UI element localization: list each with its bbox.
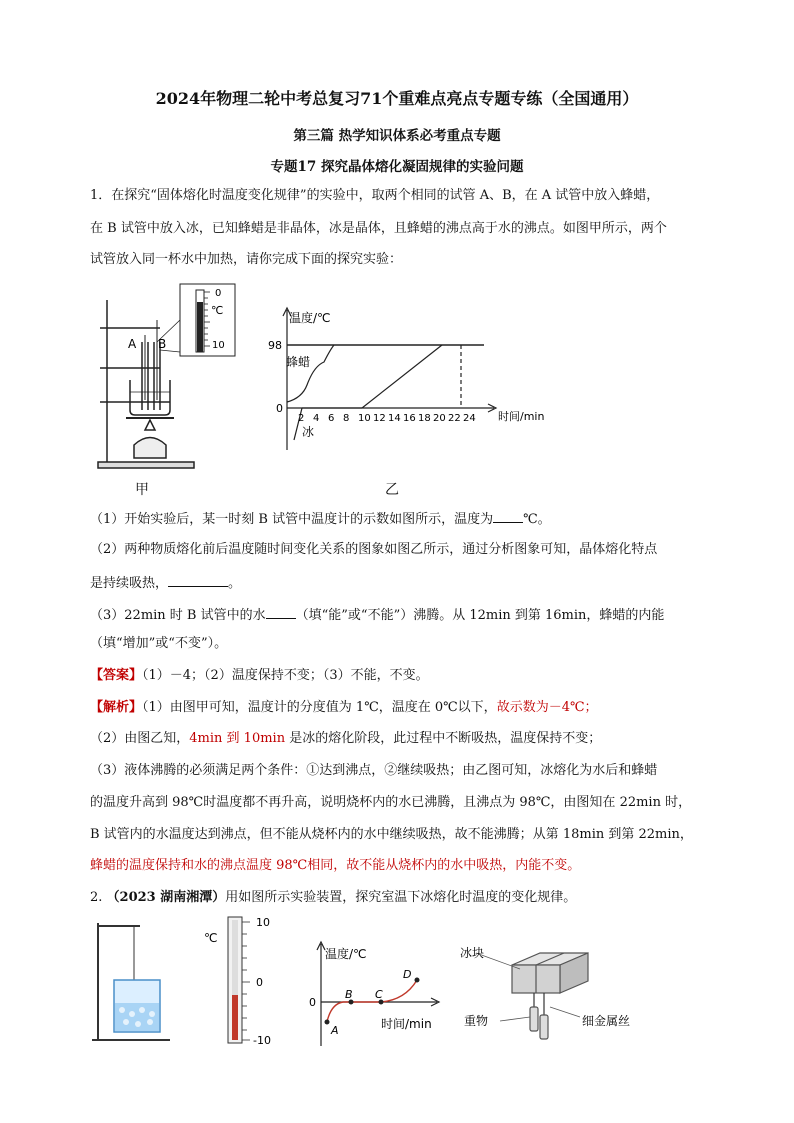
weight-label: 重物 <box>464 1014 489 1028</box>
point-a: A <box>331 1024 339 1037</box>
q2-graph-origin: 0 <box>309 996 316 1009</box>
analysis-line-2 <box>90 729 710 749</box>
q2-therm-unit: ℃ <box>204 931 218 945</box>
analysis-2-a: （2）由图乙知， <box>90 731 190 746</box>
graph-origin: 0 <box>276 402 283 415</box>
graph-ice-label: 冰 <box>302 425 315 439</box>
q2-apparatus <box>90 918 180 1048</box>
q1-sub1-unit: ℃。 <box>523 512 551 527</box>
answer-text: （1）－4；（2）温度保持不变；（3）不能，不变。 <box>142 668 429 683</box>
x-tick-label: 16 <box>403 413 416 424</box>
graph-xlabel: 时间/min <box>498 410 545 423</box>
q2-graph-xlabel: 时间/min <box>381 1017 432 1031</box>
point-b: B <box>345 988 353 1001</box>
q2-source: （2023 湖南湘潭） <box>106 890 226 905</box>
analysis-1-red: 故示数为－4℃； <box>496 700 598 715</box>
q1-stem-line-1: 1．在探究“固体熔化时温度变化规律”的实验中，取两个相同的试管 A、B，在 A 试管中放入蜂蜡， <box>90 188 660 203</box>
analysis-line-1 <box>90 698 710 718</box>
q1-sub2-end: 。 <box>228 576 242 591</box>
q1-sub1 <box>90 508 710 530</box>
analysis-2-b: 是冰的熔化阶段，此过程中不断吸热，温度保持不变； <box>285 731 602 746</box>
q2-ice-block <box>460 945 690 1045</box>
analysis-line-5: B 试管内的水温度达到沸点，但不能从烧杯内的水中继续吸热，故不能沸腾；从第 18min 到第 22min， <box>90 827 693 842</box>
q1-sub2-line-2 <box>90 572 710 594</box>
analysis-2-red: 4min 到 10min <box>189 731 286 746</box>
x-tick-label: 12 <box>373 413 386 424</box>
x-tick-label: 4 <box>313 413 320 424</box>
q1-sub3-text: （3）22min 时 B 试管中的水 <box>90 608 266 623</box>
caption-yi: 乙 <box>385 482 399 498</box>
answer-line <box>90 666 710 686</box>
graph-ylabel: 温度/℃ <box>289 311 331 325</box>
section-title: 第三篇 热学知识体系必考重点专题 <box>293 128 501 144</box>
x-tick-label: 6 <box>328 413 335 424</box>
q1-sub3-line-1 <box>90 604 710 626</box>
q2-therm-bottom: -10 <box>253 1034 271 1047</box>
point-d: D <box>403 968 412 981</box>
q1-sub2-line-1: （2）两种物质熔化前后温度随时间变化关系的图象如图乙所示，通过分析图象可知，晶体熔化特点 <box>90 542 658 557</box>
q2-therm-mid: 0 <box>256 976 263 989</box>
analysis-line-6: 蜂蜡的温度保持和水的沸点温度 98℃相同，故不能从烧杯内的水中吸热，内能不变。 <box>90 858 581 873</box>
ice-label: 冰块 <box>460 946 485 960</box>
point-c: C <box>375 988 383 1001</box>
therm-unit-label: ℃ <box>211 304 224 317</box>
therm-bottom-label: 10 <box>212 340 225 351</box>
analysis-line-4: 的温度升高到 98℃时温度都不再升高，说明烧杯内的水已沸腾，且沸点为 98℃，由图知在 22min 时， <box>90 795 692 810</box>
graph-y98: 98 <box>268 339 282 352</box>
q2-therm-top: 10 <box>256 916 270 929</box>
topic-title: 专题17 探究晶体熔化凝固规律的实验问题 <box>270 159 524 175</box>
q1-sub1-text: （1）开始实验后，某一时刻 B 试管中温度计的示数如图所示，温度为 <box>90 512 494 527</box>
x-tick-label: 8 <box>343 413 350 424</box>
q2-graph-ylabel: 温度/℃ <box>325 947 367 961</box>
q2-stem <box>90 888 710 908</box>
analysis-1-text: （1）由图甲可知，温度计的分度值为 1℃，温度在 0℃以下， <box>142 700 497 715</box>
graph-wax-label: 蜂蜡 <box>286 355 311 369</box>
q1-sub2-text: 是持续吸热， <box>90 576 169 591</box>
blank-2[interactable] <box>168 572 228 587</box>
figure-yi-graph <box>262 300 562 460</box>
x-tick-label: 24 <box>463 413 476 424</box>
x-tick-label: 2 <box>298 413 305 424</box>
blank-3[interactable] <box>266 604 296 619</box>
q2-graph <box>305 938 455 1050</box>
therm-top-label: 0 <box>215 288 222 299</box>
blank-1[interactable] <box>493 508 523 523</box>
x-tick-label: 14 <box>388 413 401 424</box>
x-tick-label: 22 <box>448 413 461 424</box>
q1-sub3-text-2: （填“能”或“不能”）沸腾。从 12min 到第 16min，蜂蜡的内能 <box>295 608 665 623</box>
x-tick-label: 10 <box>358 413 371 424</box>
analysis-tag: 【解析】 <box>90 700 143 715</box>
document-title: 2024年物理二轮中考总复习71个重难点亮点专题专练（全国通用） <box>155 89 639 108</box>
q1-stem-line-3: 试管放入同一杯水中加热，请你完成下面的探究实验： <box>90 252 403 267</box>
label-b: B <box>158 337 167 351</box>
caption-jia: 甲 <box>135 482 149 498</box>
q2-number: 2. <box>90 890 103 905</box>
q1-sub3-line-2: （填“增加”或“不变”）。 <box>90 636 228 651</box>
q1-stem-line-2: 在 B 试管中放入冰，已知蜂蜡是非晶体，冰是晶体，且蜂蜡的沸点高于水的沸点。如图甲所示，两个 <box>90 221 667 236</box>
x-tick-label: 20 <box>433 413 446 424</box>
figure-jia-apparatus <box>90 280 250 495</box>
x-tick-label: 18 <box>418 413 431 424</box>
answer-tag: 【答案】 <box>90 668 143 683</box>
analysis-line-3: （3）液体沸腾的必须满足两个条件：①达到沸点，②继续吸热；由乙图可知，冰熔化为水后和蜂蜡 <box>90 763 658 778</box>
q2-stem-text: 用如图所示实验装置，探究室温下冰熔化时温度的变化规律。 <box>225 890 577 905</box>
q2-thermometer <box>198 912 288 1047</box>
label-a: A <box>128 337 137 351</box>
wire-label: 细金属丝 <box>582 1014 631 1028</box>
